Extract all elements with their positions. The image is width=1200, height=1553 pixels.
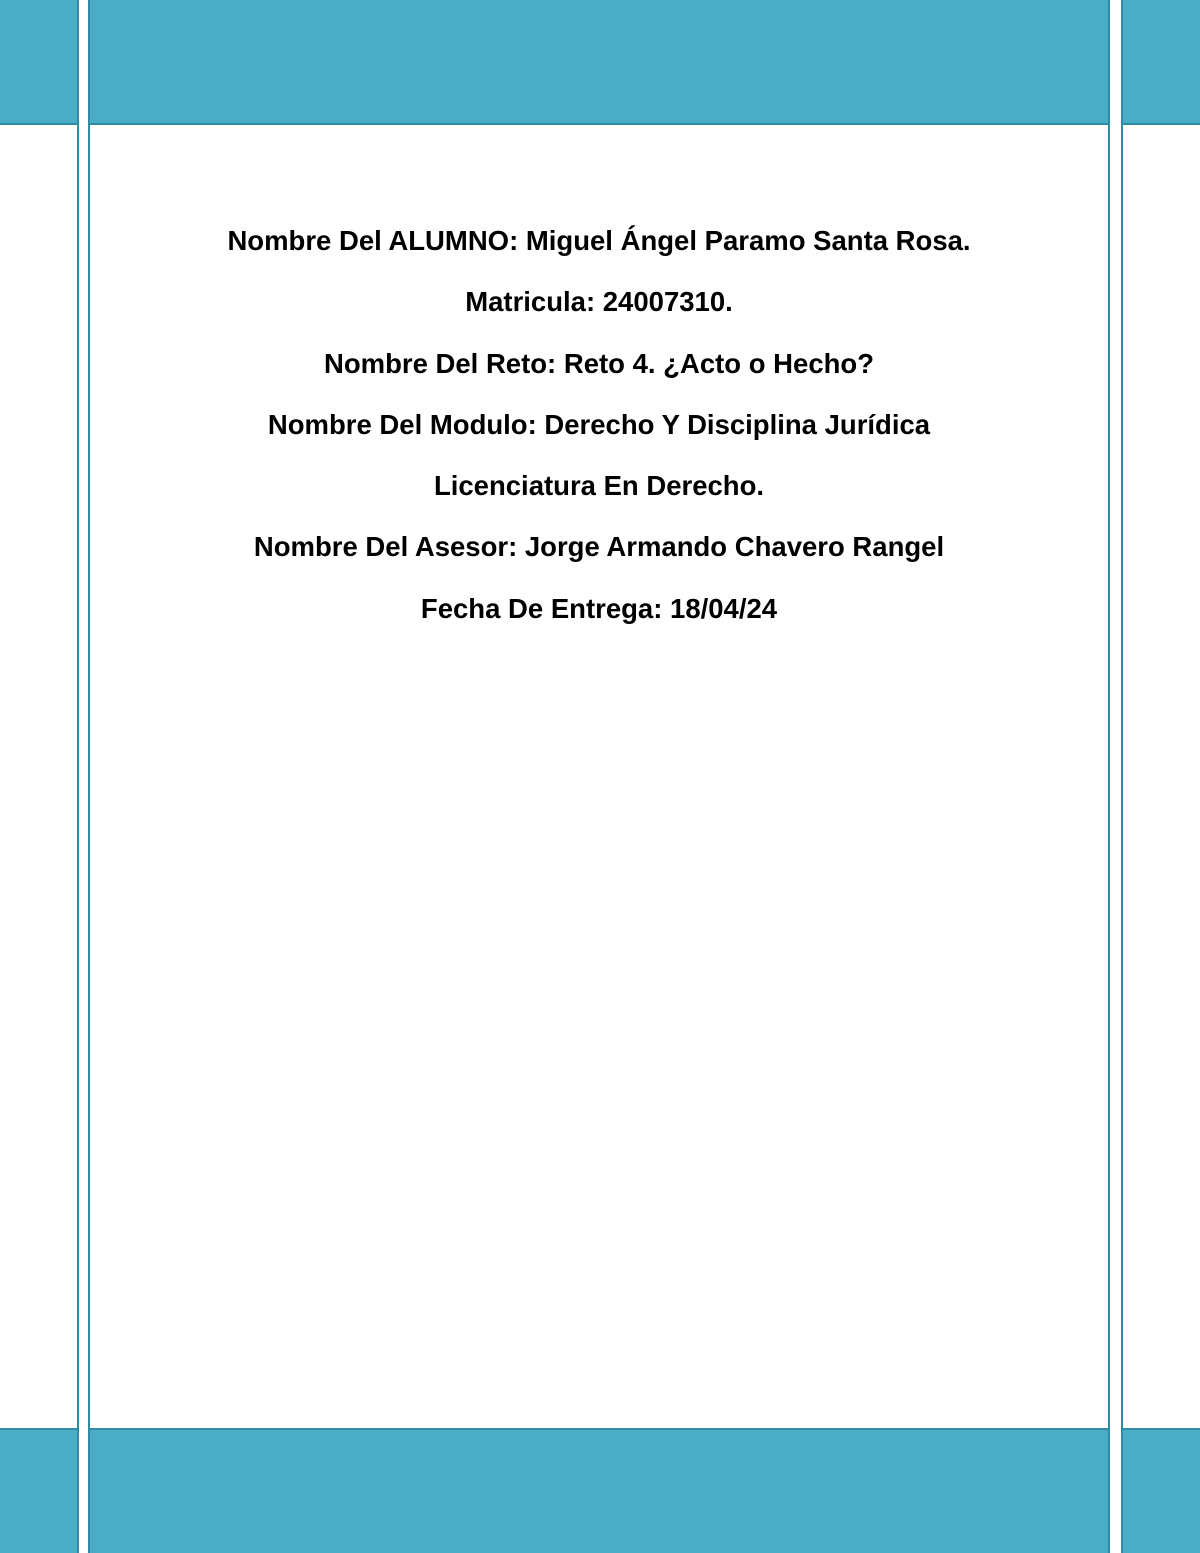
bottom-band-center (90, 1430, 1108, 1553)
top-band-edge-right (1123, 123, 1200, 125)
delivery-date: Fecha De Entrega: 18/04/24 (420, 592, 778, 624)
border-line-left-outer (77, 0, 79, 1553)
module-name: Nombre Del Modulo: Derecho Y Disciplina Jurídica (267, 408, 931, 440)
bottom-band-left (0, 1430, 77, 1553)
challenge-name: Nombre Del Reto: Reto 4. ¿Acto o Hecho? (323, 347, 875, 379)
top-band-right (1123, 0, 1200, 123)
border-line-right-outer (1121, 0, 1123, 1553)
top-band-center (90, 0, 1108, 123)
bottom-band-right (1123, 1430, 1200, 1553)
student-name: Nombre Del ALUMNO: Miguel Ángel Paramo Santa Rosa. (227, 225, 971, 256)
top-band-left (0, 0, 77, 123)
top-band-edge-center (90, 123, 1108, 125)
bottom-band-edge-center (90, 1428, 1108, 1430)
border-line-right-inner (1108, 0, 1110, 1553)
bottom-band-edge-left (0, 1428, 77, 1430)
degree-name: Licenciatura En Derecho. (433, 470, 765, 502)
advisor-name: Nombre Del Asesor: Jorge Armando Chavero Rangel (253, 531, 945, 563)
top-band-edge-left (0, 123, 77, 125)
enrollment-number: Matricula: 24007310. (465, 286, 733, 318)
cover-info (90, 218, 1108, 647)
bottom-band-edge-right (1123, 1428, 1200, 1430)
